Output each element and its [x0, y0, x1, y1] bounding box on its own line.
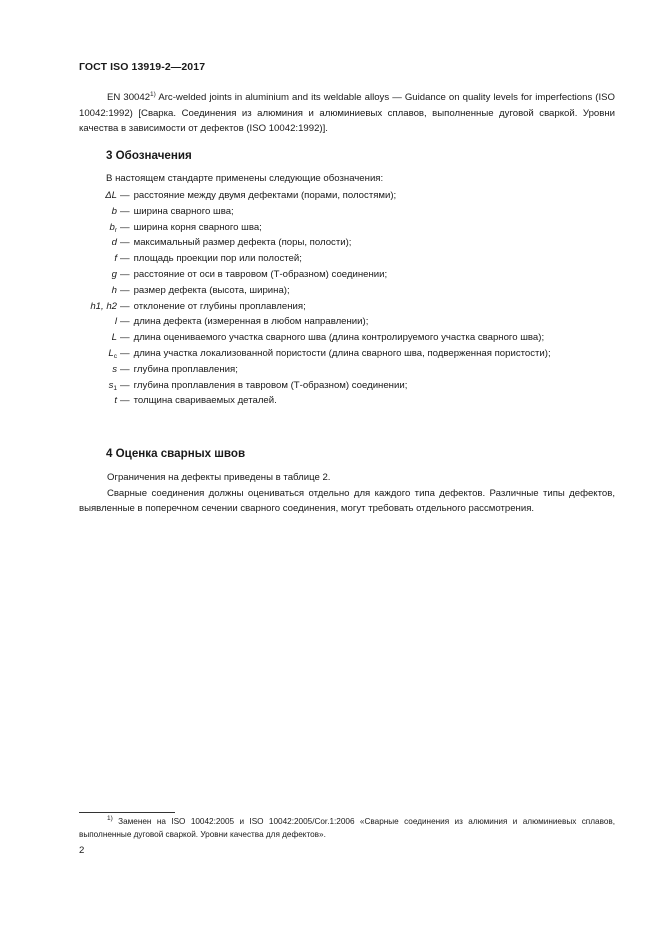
- definition-symbol: $b_r$: [109, 221, 117, 234]
- definition-row: [79, 188, 615, 204]
- definition-dash: —: [120, 363, 130, 375]
- symbol-definitions-list: [79, 188, 615, 409]
- footnote-mark[interactable]: 1): [150, 91, 156, 98]
- section-3-title: 3 Обозначения: [106, 149, 192, 162]
- page-number: 2: [79, 845, 85, 856]
- definition-text: ширина корня сварного шва;: [133, 221, 262, 233]
- definition-text: размер дефекта (высота, ширина);: [133, 284, 290, 296]
- definition-row: [79, 299, 615, 315]
- definition-dash: —: [120, 379, 130, 391]
- definition-symbol: h1, h2: [90, 300, 117, 312]
- definition-symbol: b: [111, 205, 117, 217]
- definition-dash: —: [120, 221, 130, 233]
- definition-row: [79, 346, 615, 362]
- definition-text: максимальный размер дефекта (поры, полости);: [133, 237, 352, 249]
- normative-reference: [79, 90, 615, 137]
- definition-text: расстояние от оси в тавровом (Т-образном) соединении;: [133, 268, 388, 280]
- footnote-text: Заменен на ISO 10042:2005 и ISO 10042:2005/Cor.1:2006 «Сварные соединения из алюминия и алюминиевых сплавов, выполненные дуговой сваркой. Уровни качества для дефектов».: [79, 817, 615, 839]
- definition-row: [79, 283, 615, 299]
- definition-text: площадь проекции пор или полостей;: [133, 253, 302, 265]
- definition-symbol: g: [111, 268, 117, 280]
- definition-row: [79, 330, 615, 346]
- section-4-paragraph: Сварные соединения должны оцениваться отдельно для каждого типа дефектов. Различные типы дефектов, выявленные в поперечном сечении сварного соединения, могут требовать отдельного рассмотрения.: [79, 487, 615, 515]
- definition-symbol: $L_c$: [108, 347, 117, 360]
- footnote: [79, 815, 615, 841]
- definition-dash: —: [120, 190, 130, 201]
- definition-text: длина участка локализованной пористости (длина сварного шва, подверженная пористости);: [133, 347, 551, 359]
- definition-dash: —: [120, 316, 130, 328]
- definition-symbol: f: [114, 253, 117, 265]
- definition-dash: —: [120, 347, 130, 359]
- definition-text: глубина проплавления в тавровом (Т-образном) соединении;: [133, 379, 408, 391]
- definition-text: длина дефекта (измеренная в любом направлении);: [133, 316, 369, 328]
- definition-symbol: L: [111, 332, 117, 344]
- section-4-body: [79, 470, 615, 517]
- definition-row: [79, 235, 615, 251]
- definition-symbol: h: [111, 284, 117, 296]
- definition-dash: —: [120, 300, 130, 312]
- section-3-intro: В настоящем стандарте применены следующие обозначения:: [106, 173, 384, 184]
- definition-dash: —: [120, 268, 130, 280]
- definition-dash: —: [120, 237, 130, 249]
- reference-code: EN 30042: [107, 92, 151, 103]
- definition-symbol: t: [114, 395, 117, 407]
- footnote-number: 1): [107, 815, 113, 822]
- definition-dash: —: [120, 284, 130, 296]
- definition-symbol: l: [114, 316, 117, 328]
- definition-text: длина оцениваемого участка сварного шва (длина контролируемого участка сварного шва);: [133, 332, 545, 344]
- definition-dash: —: [120, 205, 130, 217]
- section-4-title: 4 Оценка сварных швов: [106, 447, 246, 460]
- definition-text: отклонение от глубины проплавления;: [133, 300, 306, 312]
- definition-dash: —: [120, 395, 130, 407]
- definition-row: [79, 314, 615, 330]
- footnote-divider: [79, 812, 175, 813]
- definition-row: [79, 251, 615, 267]
- reference-text: Arc-welded joints in aluminium and its weldable alloys — Guidance on quality levels for imperfections (ISO 10042:1992) [Сварка. Соединения из алюминия и алюминиевых сплавов, выполненные дуговой сваркой. Уровни качества в зависимости от дефектов (ISO 10042:1992)].: [79, 92, 616, 135]
- definition-dash: —: [120, 253, 130, 265]
- definition-symbol: $s_1$: [108, 379, 117, 392]
- section-4-paragraph: Ограничения на дефекты приведены в таблице 2.: [107, 472, 331, 483]
- definition-text: толщина свариваемых деталей.: [133, 395, 277, 407]
- definition-row: [79, 220, 615, 236]
- definition-symbol: d: [111, 237, 117, 249]
- definition-text: ширина сварного шва;: [133, 205, 234, 217]
- definition-row: [79, 393, 615, 409]
- definition-symbol: s: [112, 363, 117, 375]
- definition-row: [79, 378, 615, 394]
- document-header: ГОСТ ISO 13919-2—2017: [79, 61, 206, 73]
- definition-row: [79, 204, 615, 220]
- definition-row: [79, 362, 615, 378]
- definition-row: [79, 267, 615, 283]
- definition-text: глубина проплавления;: [133, 363, 238, 375]
- definition-symbol: ΔL: [105, 190, 117, 201]
- definition-dash: —: [120, 332, 130, 344]
- definition-text: расстояние между двумя дефектами (порами, полостями);: [133, 190, 397, 201]
